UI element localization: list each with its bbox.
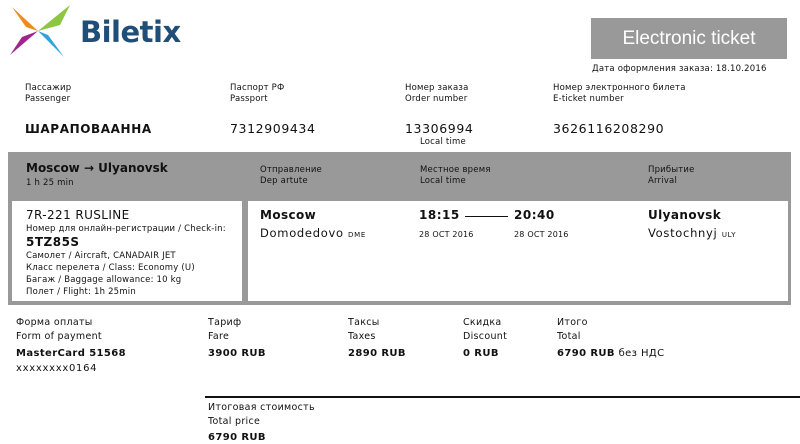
fare-label-en: Fare: [208, 331, 230, 342]
checkin-label: Номер для онлайн-регистрации / Check-in:: [26, 224, 226, 234]
departure-date: 28 OCT 2016: [419, 230, 474, 239]
payment-label-ru: Форма оплаты: [16, 317, 93, 328]
eticket-number: 3626116208290: [553, 121, 665, 136]
electronic-ticket-title: Electronic ticket: [591, 18, 787, 59]
order-label-ru: Номер заказа: [405, 83, 469, 93]
total-label-ru: Итого: [557, 317, 588, 328]
from-airport: [260, 226, 366, 240]
discount-label-ru: Скидка: [463, 317, 502, 328]
taxes-value: 2890 RUB: [348, 348, 406, 359]
arrival-date: 28 OCT 2016: [514, 230, 569, 239]
to-airport-name: Vostochnyj: [648, 226, 718, 240]
order-date: Дата оформления заказа: 18.10.2016: [592, 64, 767, 74]
total-divider: [205, 396, 800, 398]
passport-number: 7312909434: [230, 121, 316, 136]
passenger-label-ru: Пассажир: [25, 83, 72, 93]
route-title: Moscow → Ulyanovsk: [26, 161, 168, 175]
passenger-name: ШАРАПОВААННА: [25, 122, 152, 136]
departure-label-en: Dep artute: [260, 176, 308, 186]
aircraft-info: Самолет / Aircraft, CANADAIR JET: [26, 251, 176, 261]
departure-label-ru: Отправление: [260, 165, 322, 175]
payment-card: MasterCard 51568: [16, 348, 126, 359]
departure-time: 18:15: [419, 208, 460, 222]
discount-label-en: Discount: [463, 331, 508, 342]
order-local-time-note: Local time: [420, 137, 466, 147]
arrival-time: 20:40: [514, 208, 555, 222]
taxes-label-ru: Таксы: [348, 317, 380, 328]
eticket-label-en: E-ticket number: [553, 94, 624, 104]
payment-card-masked: xxxxxxxx0164: [16, 363, 98, 374]
payment-label-en: Form of payment: [16, 331, 102, 342]
to-city: Ulyanovsk: [648, 208, 722, 222]
flight-time-info: Полет / Flight: 1h 25min: [26, 287, 136, 297]
baggage-info: Багаж / Baggage allowance: 10 kg: [26, 275, 182, 285]
passport-label-ru: Паспорт РФ: [230, 83, 285, 93]
to-airport-code: ULY: [721, 231, 737, 239]
passport-label-en: Passport: [230, 94, 268, 104]
discount-value: 0 RUB: [463, 348, 499, 359]
passenger-label-en: Passenger: [25, 94, 71, 104]
fare-label-ru: Тариф: [208, 317, 242, 328]
eticket-label-ru: Номер электронного билета: [553, 83, 686, 93]
from-airport-name: Domodedovo: [260, 226, 344, 240]
localtime-label-ru: Местное время: [420, 165, 491, 175]
time-connector-line: [465, 216, 508, 217]
localtime-label-en: Local time: [420, 176, 466, 186]
grand-total-label-ru: Итоговая стоимость: [208, 402, 315, 413]
arrival-label-ru: Прибытие: [648, 165, 695, 175]
taxes-label-en: Taxes: [348, 331, 376, 342]
total-value: [557, 348, 665, 359]
from-airport-code: DME: [348, 231, 366, 239]
fare-value: 3900 RUB: [208, 348, 266, 359]
total-amount: 6790 RUB: [557, 348, 615, 359]
route-duration: 1 h 25 min: [26, 178, 74, 188]
brand-name: Biletix: [80, 15, 181, 49]
order-label-en: Order number: [405, 94, 468, 104]
arrival-label-en: Arrival: [648, 176, 678, 186]
grand-total-label-en: Total price: [208, 416, 261, 427]
checkin-code: 5TZ85S: [26, 235, 80, 249]
total-label-en: Total: [557, 331, 581, 342]
from-city: Moscow: [260, 208, 317, 222]
total-vat-note: без НДС: [618, 348, 665, 359]
to-airport: [648, 226, 736, 240]
flight-number: 7R-221 RUSLINE: [26, 208, 130, 222]
class-info: Класс перелета / Class: Economy (U): [26, 263, 195, 273]
order-number: 13306994: [405, 121, 474, 136]
grand-total-value: 6790 RUB: [208, 432, 266, 443]
biletix-logo-icon: [8, 3, 76, 59]
